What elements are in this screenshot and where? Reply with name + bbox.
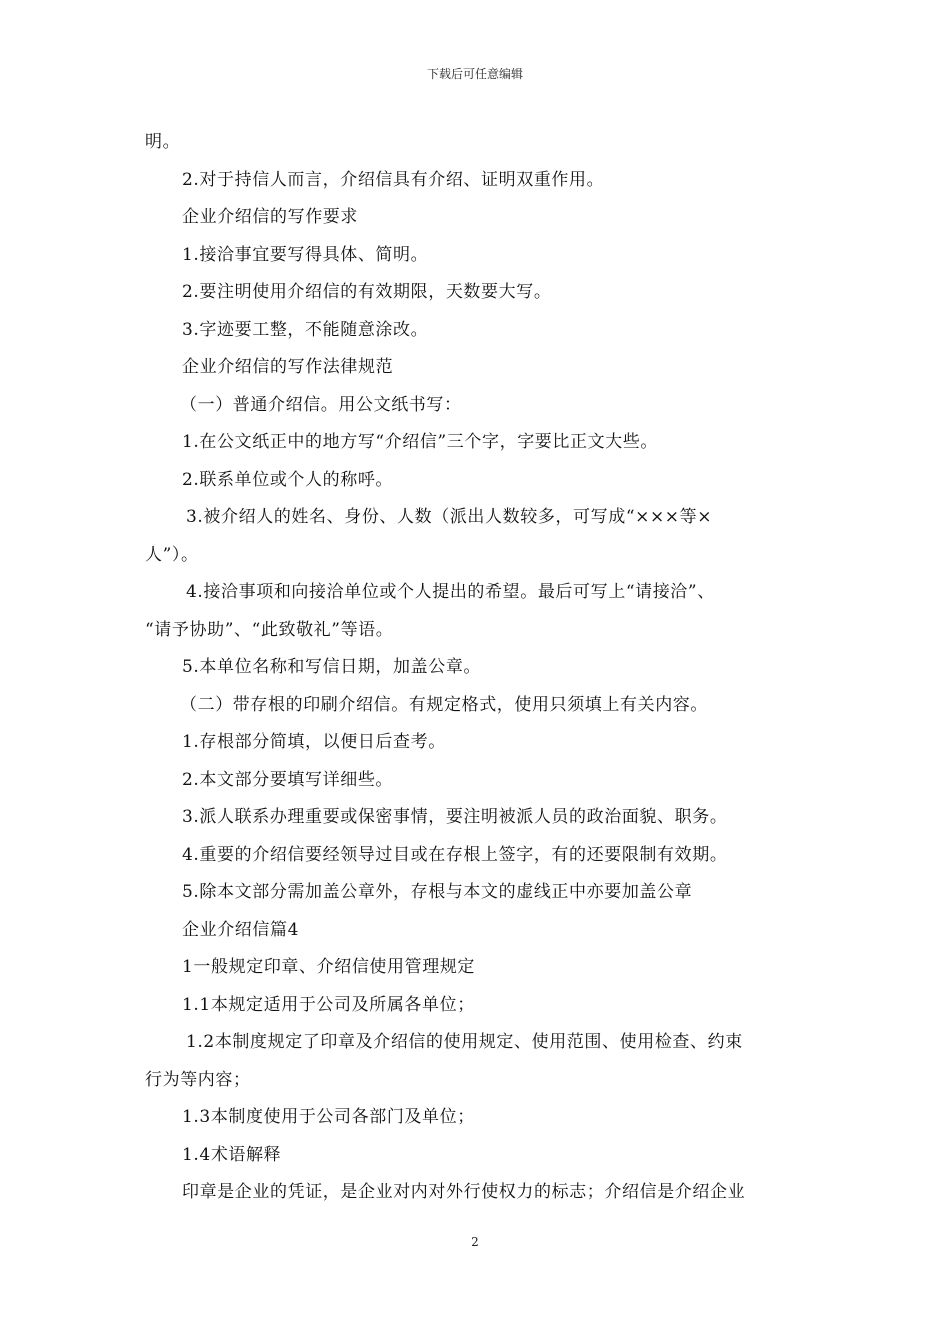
text-line: 4.接洽事项和向接洽单位或个人提出的希望。最后可写上“请接洽”、 <box>186 582 715 602</box>
text-line: （二）带存根的印刷介绍信。有规定格式，使用只须填上有关内容。 <box>180 694 708 715</box>
text-line: （一）普通介绍信。用公文纸书写： <box>180 394 462 415</box>
text-line: 印章是企业的凭证，是企业对内对外行使权力的标志；介绍信是介绍企业 <box>182 1182 746 1202</box>
section-heading: 企业介绍信篇4 <box>182 919 300 940</box>
text-line: 2.对于持信人而言，介绍信具有介绍、证明双重作用。 <box>182 169 605 190</box>
text-line: 1一般规定印章、介绍信使用管理规定 <box>182 957 476 977</box>
text-line: “请予协助”、“此致敬礼”等语。 <box>145 619 394 640</box>
text-line: 1.在公文纸正中的地方写“介绍信”三个字，字要比正文大些。 <box>182 432 659 452</box>
text-line: 人”）。 <box>145 544 199 565</box>
text-line: 行为等内容； <box>145 1069 251 1090</box>
page-header: 下载后可任意编辑 <box>426 67 523 81</box>
document-body <box>145 124 811 1212</box>
text-line: 3.派人联系办理重要或保密事情，要注明被派人员的政治面貌、职务。 <box>182 807 728 827</box>
text-line: 1.2本制度规定了印章及介绍信的使用规定、使用范围、使用检查、约束 <box>186 1032 743 1052</box>
page-number: 2 <box>471 1235 479 1249</box>
text-line: 明。 <box>145 132 181 152</box>
text-line: 1.3本制度使用于公司各部门及单位； <box>182 1107 475 1127</box>
text-line: 3.被介绍人的姓名、身份、人数（派出人数较多，可写成“×××等× <box>186 507 713 527</box>
section-heading: 企业介绍信的写作法律规范 <box>182 357 394 377</box>
text-line: 2.本文部分要填写详细些。 <box>182 769 394 790</box>
text-line: 5.本单位名称和写信日期，加盖公章。 <box>182 657 482 677</box>
text-line: 1.接洽事宜要写得具体、简明。 <box>182 244 429 265</box>
text-line: 3.字迹要工整，不能随意涂改。 <box>182 319 429 340</box>
text-line: 1.1本规定适用于公司及所属各单位； <box>182 994 475 1015</box>
text-line: 2.联系单位或个人的称呼。 <box>182 469 394 490</box>
text-line: 1.存根部分简填，以便日后查考。 <box>182 732 446 752</box>
text-line: 4.重要的介绍信要经领导过目或在存根上签字，有的还要限制有效期。 <box>182 844 728 865</box>
text-line: 2.要注明使用介绍信的有效期限，天数要大写。 <box>182 282 552 302</box>
text-line: 5.除本文部分需加盖公章外，存根与本文的虚线正中亦要加盖公章 <box>182 882 693 902</box>
section-heading: 企业介绍信的写作要求 <box>182 207 358 227</box>
text-line: 1.4术语解释 <box>182 1144 282 1165</box>
